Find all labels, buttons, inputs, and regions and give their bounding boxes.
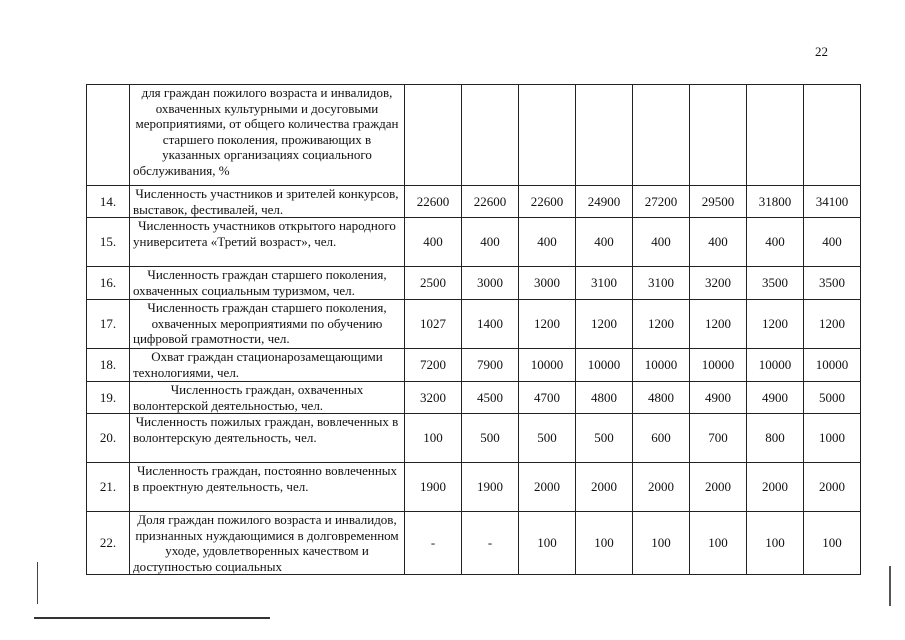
row-description — [130, 267, 405, 300]
row-description-text: Численность граждан старшего поколения, охваченных социальным туризмом, чел. — [133, 267, 387, 298]
value-cell: 10000 — [576, 349, 633, 382]
value-cell: 400 — [519, 218, 576, 267]
value-cell: 1200 — [804, 300, 861, 349]
value-cell: 22600 — [519, 186, 576, 218]
value-cell: 1900 — [462, 463, 519, 512]
row-description-text: Доля граждан пожилого возраста и инвалидов, признанных нуждающимися в долговременном уходе, удовлетворенных качеством и доступностью социальных — [133, 512, 399, 574]
value-cell: 7200 — [405, 349, 462, 382]
value-cell: 800 — [747, 414, 804, 463]
value-cell: 2000 — [690, 463, 747, 512]
value-cell: 10000 — [804, 349, 861, 382]
value-cell: 3500 — [804, 267, 861, 300]
value-cell: 24900 — [576, 186, 633, 218]
value-cell: 3500 — [747, 267, 804, 300]
table-row — [87, 463, 861, 512]
value-cell: 400 — [462, 218, 519, 267]
value-cell: 400 — [804, 218, 861, 267]
value-cell: 400 — [690, 218, 747, 267]
value-cell: 10000 — [519, 349, 576, 382]
value-cell: 3000 — [462, 267, 519, 300]
table-row — [87, 382, 861, 414]
value-cell: 1027 — [405, 300, 462, 349]
table-row — [87, 300, 861, 349]
row-description — [130, 463, 405, 512]
value-cell — [519, 85, 576, 186]
value-cell: 1200 — [747, 300, 804, 349]
row-description — [130, 218, 405, 267]
value-cell: 4700 — [519, 382, 576, 414]
value-cell: - — [462, 512, 519, 575]
value-cell: 4800 — [576, 382, 633, 414]
row-number: 20. — [87, 414, 130, 463]
value-cell: 100 — [747, 512, 804, 575]
row-number — [87, 85, 130, 186]
value-cell: 31800 — [747, 186, 804, 218]
value-cell: 29500 — [690, 186, 747, 218]
row-number: 15. — [87, 218, 130, 267]
row-description-text: Численность граждан, охваченных волонтерской деятельностью, чел. — [133, 382, 364, 413]
value-cell: 5000 — [804, 382, 861, 414]
value-cell: 500 — [576, 414, 633, 463]
value-cell: 1200 — [519, 300, 576, 349]
value-cell: 2500 — [405, 267, 462, 300]
value-cell — [576, 85, 633, 186]
value-cell: 7900 — [462, 349, 519, 382]
value-cell — [462, 85, 519, 186]
value-cell: 600 — [633, 414, 690, 463]
row-description-text: для граждан пожилого возраста и инвалидов, охваченных культурными и досуговыми мероприятиями, от общего количества граждан старшего поколения, проживающих в указанных организациях социального обслуживания, % — [133, 85, 399, 178]
value-cell: 100 — [576, 512, 633, 575]
value-cell: 500 — [519, 414, 576, 463]
row-description-text: Численность участников открытого народного университета «Третий возраст», чел. — [133, 218, 396, 249]
table-row — [87, 186, 861, 218]
value-cell: 400 — [405, 218, 462, 267]
value-cell: 1200 — [576, 300, 633, 349]
row-description-text: Численность участников и зрителей конкурсов, выставок, фестивалей, чел. — [133, 186, 399, 217]
value-cell: 4500 — [462, 382, 519, 414]
value-cell: 2000 — [519, 463, 576, 512]
table-row — [87, 512, 861, 575]
row-description — [130, 349, 405, 382]
value-cell: 3200 — [405, 382, 462, 414]
row-description — [130, 85, 405, 186]
row-description-text: Численность граждан, постоянно вовлеченных в проектную деятельность, чел. — [133, 463, 398, 494]
value-cell: 100 — [690, 512, 747, 575]
row-description — [130, 186, 405, 218]
row-description — [130, 512, 405, 575]
value-cell: 3100 — [633, 267, 690, 300]
value-cell: 1900 — [405, 463, 462, 512]
value-cell: 3100 — [576, 267, 633, 300]
row-number: 14. — [87, 186, 130, 218]
value-cell: 10000 — [747, 349, 804, 382]
value-cell — [633, 85, 690, 186]
value-cell — [405, 85, 462, 186]
value-cell: - — [405, 512, 462, 575]
value-cell — [804, 85, 861, 186]
value-cell — [747, 85, 804, 186]
value-cell: 400 — [747, 218, 804, 267]
indicators-table — [86, 84, 861, 575]
row-number: 21. — [87, 463, 130, 512]
row-description-text: Численность пожилых граждан, вовлеченных в волонтерскую деятельность, чел. — [133, 414, 399, 445]
value-cell: 400 — [576, 218, 633, 267]
value-cell: 100 — [804, 512, 861, 575]
value-cell: 1000 — [804, 414, 861, 463]
value-cell — [690, 85, 747, 186]
row-number: 16. — [87, 267, 130, 300]
row-description — [130, 300, 405, 349]
scan-artifact-left — [37, 562, 38, 604]
value-cell: 22600 — [405, 186, 462, 218]
table-row — [87, 267, 861, 300]
value-cell: 1400 — [462, 300, 519, 349]
table-row — [87, 218, 861, 267]
value-cell: 100 — [633, 512, 690, 575]
value-cell: 2000 — [633, 463, 690, 512]
value-cell: 3200 — [690, 267, 747, 300]
value-cell: 1200 — [633, 300, 690, 349]
table-row — [87, 349, 861, 382]
value-cell: 10000 — [633, 349, 690, 382]
value-cell: 4800 — [633, 382, 690, 414]
value-cell: 10000 — [690, 349, 747, 382]
value-cell: 400 — [633, 218, 690, 267]
row-number: 17. — [87, 300, 130, 349]
row-number: 18. — [87, 349, 130, 382]
row-description — [130, 414, 405, 463]
scan-artifact-bottom — [34, 617, 270, 619]
value-cell: 2000 — [804, 463, 861, 512]
value-cell: 22600 — [462, 186, 519, 218]
table-row — [87, 414, 861, 463]
value-cell: 34100 — [804, 186, 861, 218]
table-row — [87, 85, 861, 186]
row-number: 22. — [87, 512, 130, 575]
value-cell: 27200 — [633, 186, 690, 218]
value-cell: 4900 — [690, 382, 747, 414]
value-cell: 100 — [519, 512, 576, 575]
row-description-text: Численность граждан старшего поколения, охваченных мероприятиями по обучению цифровой грамотности, чел. — [133, 300, 387, 346]
value-cell: 2000 — [576, 463, 633, 512]
scan-artifact-right — [889, 566, 891, 606]
value-cell: 500 — [462, 414, 519, 463]
value-cell: 3000 — [519, 267, 576, 300]
row-description-text: Охват граждан стационарозамещающими технологиями, чел. — [133, 349, 383, 380]
row-description — [130, 382, 405, 414]
value-cell: 1200 — [690, 300, 747, 349]
value-cell: 2000 — [747, 463, 804, 512]
value-cell: 700 — [690, 414, 747, 463]
page-number: 22 — [815, 44, 828, 59]
value-cell: 4900 — [747, 382, 804, 414]
row-number: 19. — [87, 382, 130, 414]
value-cell: 100 — [405, 414, 462, 463]
